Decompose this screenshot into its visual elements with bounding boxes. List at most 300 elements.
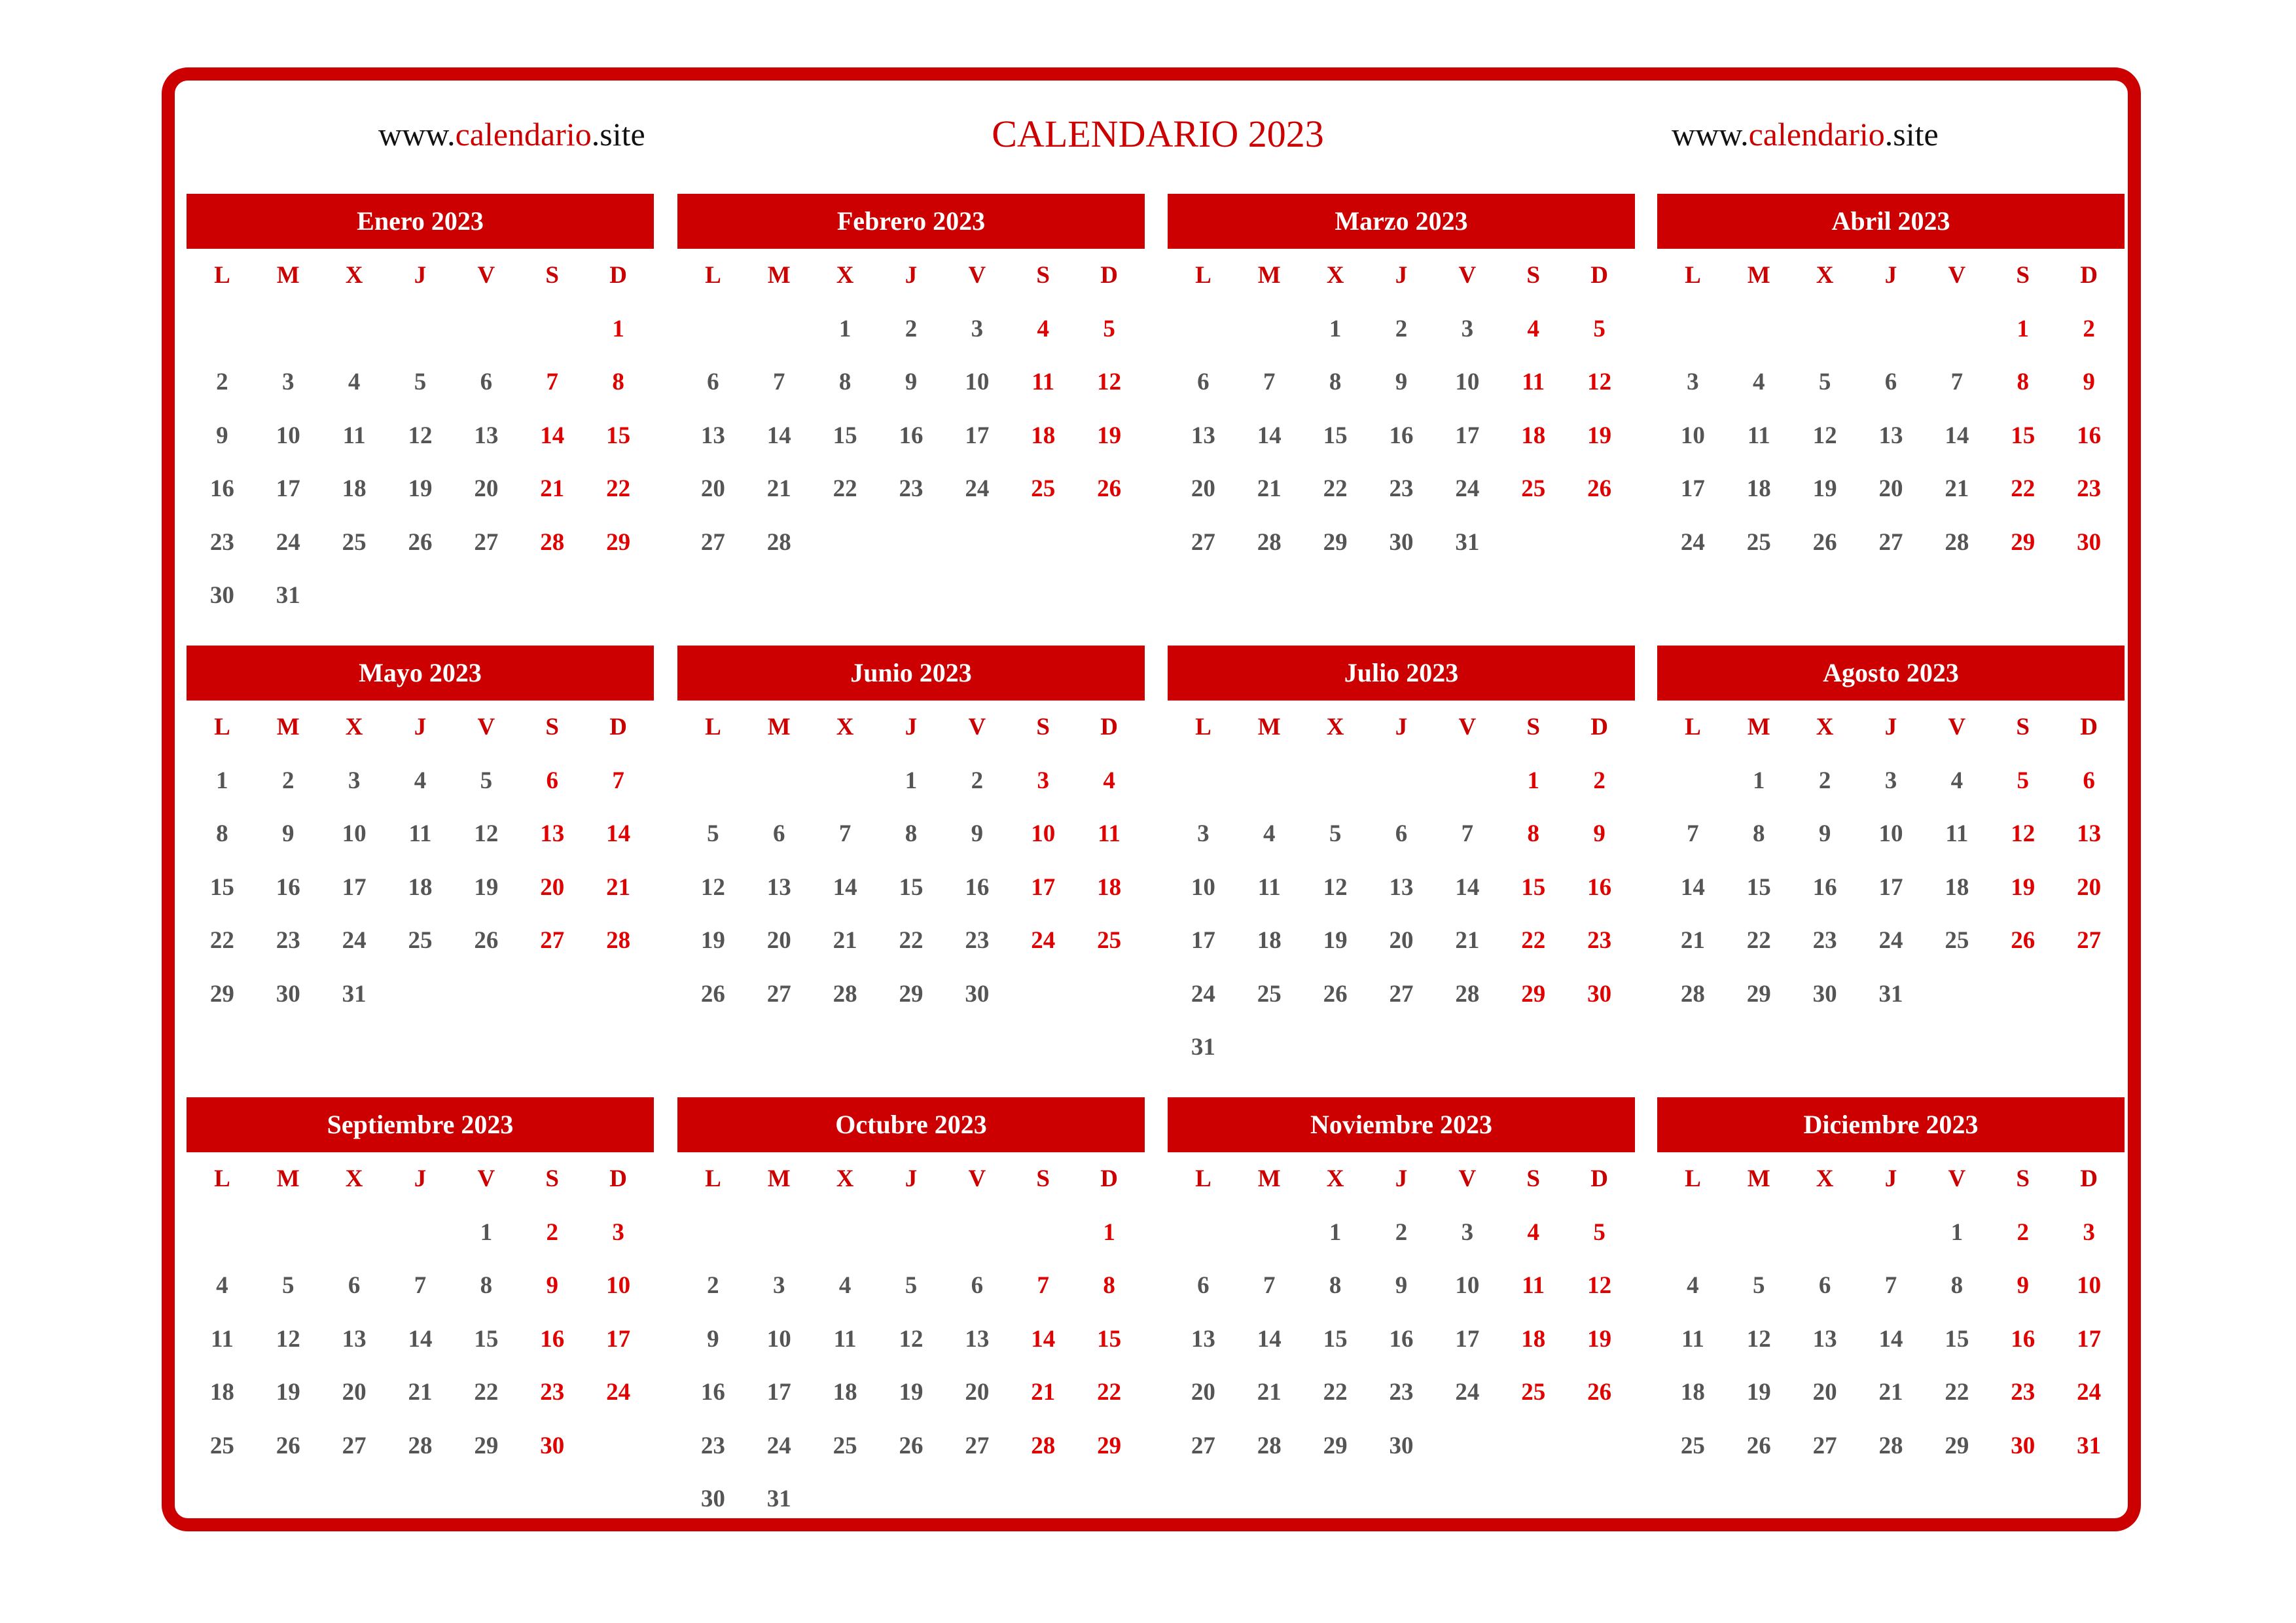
day: 5 bbox=[480, 767, 493, 794]
day: 28 bbox=[1257, 528, 1282, 556]
day: 22 bbox=[1746, 927, 1771, 954]
day: 16 bbox=[1812, 873, 1837, 901]
weekend-day: 22 bbox=[2011, 475, 2036, 502]
weekend-day: 19 bbox=[1587, 422, 1612, 449]
day: 18 bbox=[408, 873, 433, 901]
weekend-day: 8 bbox=[612, 369, 624, 395]
day-grid bbox=[1168, 1152, 1635, 1472]
weekend-day: 5 bbox=[1593, 1218, 1605, 1246]
day: 14 bbox=[766, 422, 791, 449]
weekend-day: 15 bbox=[606, 422, 631, 449]
weekend-day: 12 bbox=[1587, 1272, 1612, 1299]
day: 26 bbox=[474, 927, 499, 954]
day: 1 bbox=[1329, 1218, 1342, 1246]
day: 19 bbox=[700, 927, 725, 954]
weekday-label: J bbox=[1395, 262, 1408, 289]
month-title: Febrero 2023 bbox=[677, 194, 1145, 249]
day: 4 bbox=[1950, 767, 1964, 794]
weekend-day: 28 bbox=[540, 528, 565, 556]
weekend-day: 27 bbox=[540, 927, 565, 954]
weekday-label: L bbox=[1195, 262, 1211, 289]
empty-cell bbox=[1170, 1206, 1236, 1260]
day: 5 bbox=[707, 820, 719, 847]
empty-cell bbox=[746, 1206, 812, 1260]
weekday-label: D bbox=[1590, 262, 1608, 289]
day: 24 bbox=[1455, 475, 1480, 502]
day: 18 bbox=[209, 1379, 234, 1406]
day: 5 bbox=[282, 1272, 295, 1299]
day: 28 bbox=[1680, 980, 1705, 1008]
day: 31 bbox=[1191, 1034, 1215, 1061]
weekend-day: 24 bbox=[1031, 927, 1056, 954]
day: 3 bbox=[1461, 1218, 1474, 1246]
site-url-brand: calendario bbox=[455, 116, 592, 153]
day: 14 bbox=[1455, 873, 1480, 901]
weekend-day: 3 bbox=[2083, 1218, 2095, 1246]
weekend-day: 28 bbox=[606, 927, 631, 954]
empty-cell bbox=[1924, 302, 1990, 356]
weekend-day: 18 bbox=[1521, 1325, 1546, 1353]
weekend-day: 12 bbox=[2011, 820, 2036, 847]
weekend-day: 21 bbox=[1031, 1379, 1056, 1406]
weekday-label: L bbox=[1685, 1165, 1701, 1192]
weekday-label: L bbox=[705, 714, 721, 740]
weekend-day: 25 bbox=[1097, 927, 1122, 954]
weekday-label: S bbox=[1036, 714, 1050, 740]
day: 24 bbox=[965, 475, 990, 502]
empty-cell bbox=[255, 1206, 321, 1260]
day: 15 bbox=[833, 422, 857, 449]
site-url-right bbox=[1672, 111, 1939, 157]
day: 4 bbox=[1263, 820, 1276, 847]
day: 2 bbox=[1395, 315, 1408, 342]
weekend-day: 9 bbox=[2017, 1272, 2029, 1299]
day: 4 bbox=[1687, 1272, 1699, 1299]
weekday-label: S bbox=[1526, 1165, 1540, 1192]
day: 14 bbox=[1945, 422, 1969, 449]
day: 5 bbox=[1818, 369, 1831, 395]
day: 6 bbox=[1395, 820, 1408, 847]
day: 25 bbox=[833, 1432, 857, 1459]
day: 4 bbox=[414, 767, 427, 794]
day: 16 bbox=[209, 475, 234, 502]
empty-cell bbox=[1369, 754, 1435, 808]
day: 6 bbox=[707, 369, 719, 395]
day: 29 bbox=[1945, 1432, 1969, 1459]
day-grid bbox=[1168, 701, 1635, 1074]
weekend-day: 12 bbox=[1587, 369, 1612, 395]
day: 22 bbox=[474, 1379, 499, 1406]
day: 19 bbox=[1323, 927, 1348, 954]
day: 20 bbox=[766, 927, 791, 954]
day: 20 bbox=[1389, 927, 1414, 954]
weekday-label: J bbox=[905, 714, 918, 740]
weekend-day: 19 bbox=[2011, 873, 2036, 901]
day: 27 bbox=[1878, 528, 1903, 556]
weekday-label: V bbox=[477, 714, 495, 740]
day: 5 bbox=[414, 369, 427, 395]
weekend-day: 15 bbox=[1097, 1325, 1122, 1353]
weekday-label: L bbox=[705, 1165, 721, 1192]
day: 8 bbox=[1329, 369, 1342, 395]
day-grid bbox=[1168, 249, 1635, 569]
weekend-day: 1 bbox=[1103, 1218, 1115, 1246]
day: 31 bbox=[766, 1486, 791, 1512]
weekend-day: 1 bbox=[2017, 315, 2029, 342]
weekend-day: 20 bbox=[2077, 873, 2102, 901]
day: 13 bbox=[1191, 1325, 1215, 1353]
month-block bbox=[1168, 1097, 1635, 1472]
day: 17 bbox=[1680, 475, 1705, 502]
day: 30 bbox=[209, 582, 234, 609]
day: 11 bbox=[210, 1325, 234, 1353]
weekday-label: V bbox=[1458, 262, 1477, 289]
month-title: Julio 2023 bbox=[1168, 646, 1635, 701]
day: 15 bbox=[899, 873, 924, 901]
day: 8 bbox=[480, 1272, 493, 1299]
weekend-day: 20 bbox=[540, 873, 565, 901]
day: 21 bbox=[408, 1379, 433, 1406]
weekday-label: J bbox=[1395, 1165, 1408, 1192]
day-grid bbox=[1657, 701, 2125, 1021]
empty-cell bbox=[1792, 1206, 1858, 1260]
day: 10 bbox=[276, 422, 300, 449]
day: 20 bbox=[474, 475, 499, 502]
month-title: Diciembre 2023 bbox=[1657, 1097, 2125, 1152]
weekday-label: X bbox=[1816, 1165, 1834, 1192]
day: 7 bbox=[1950, 369, 1964, 395]
day: 14 bbox=[408, 1325, 433, 1353]
day: 21 bbox=[1257, 475, 1282, 502]
site-url-suffix: .site bbox=[591, 116, 645, 153]
day: 19 bbox=[1812, 475, 1837, 502]
day: 1 bbox=[1753, 767, 1765, 794]
day: 11 bbox=[1681, 1325, 1704, 1353]
day: 3 bbox=[348, 767, 361, 794]
day: 9 bbox=[282, 820, 295, 847]
weekday-label: X bbox=[345, 1165, 363, 1192]
weekend-day: 5 bbox=[1593, 315, 1605, 342]
weekday-label: S bbox=[545, 1165, 559, 1192]
weekend-day: 2 bbox=[1593, 767, 1605, 794]
day: 3 bbox=[773, 1272, 785, 1299]
day: 25 bbox=[1746, 528, 1771, 556]
weekday-label: D bbox=[2080, 1165, 2098, 1192]
weekday-label: M bbox=[1747, 714, 1770, 740]
weekend-day: 25 bbox=[1031, 475, 1056, 502]
day: 22 bbox=[1323, 1379, 1348, 1406]
day: 13 bbox=[474, 422, 499, 449]
weekend-day: 16 bbox=[540, 1325, 565, 1353]
weekday-label: S bbox=[545, 714, 559, 740]
day: 26 bbox=[1746, 1432, 1771, 1459]
weekday-label: L bbox=[1195, 714, 1211, 740]
day: 20 bbox=[1812, 1379, 1837, 1406]
day: 27 bbox=[342, 1432, 367, 1459]
day: 3 bbox=[282, 369, 295, 395]
day: 12 bbox=[276, 1325, 300, 1353]
day: 15 bbox=[1746, 873, 1771, 901]
day: 23 bbox=[1389, 475, 1414, 502]
day: 7 bbox=[414, 1272, 427, 1299]
empty-cell bbox=[812, 1206, 878, 1260]
empty-cell bbox=[1236, 1206, 1302, 1260]
day: 14 bbox=[833, 873, 857, 901]
weekend-day: 5 bbox=[2017, 767, 2029, 794]
weekend-day: 4 bbox=[1103, 767, 1115, 794]
day: 10 bbox=[965, 369, 990, 395]
weekend-day: 12 bbox=[1097, 369, 1122, 395]
weekday-label: V bbox=[1948, 714, 1966, 740]
day: 1 bbox=[480, 1218, 493, 1246]
weekend-day: 14 bbox=[1031, 1325, 1056, 1353]
day: 6 bbox=[971, 1272, 984, 1299]
weekend-day: 27 bbox=[2077, 927, 2102, 954]
weekend-day: 11 bbox=[1098, 820, 1121, 847]
weekend-day: 30 bbox=[2011, 1432, 2036, 1459]
day: 27 bbox=[965, 1432, 990, 1459]
day: 24 bbox=[276, 528, 300, 556]
weekend-day: 10 bbox=[2077, 1272, 2102, 1299]
empty-cell bbox=[680, 302, 746, 356]
empty-cell bbox=[1302, 754, 1369, 808]
day: 20 bbox=[1191, 475, 1215, 502]
day: 11 bbox=[1257, 873, 1281, 901]
day: 19 bbox=[1746, 1379, 1771, 1406]
day: 17 bbox=[1191, 927, 1215, 954]
empty-cell bbox=[1236, 754, 1302, 808]
weekday-label: V bbox=[1458, 1165, 1477, 1192]
empty-cell bbox=[1660, 302, 1726, 356]
day: 28 bbox=[766, 528, 791, 556]
month-block bbox=[677, 646, 1145, 1021]
weekday-label: J bbox=[414, 714, 427, 740]
day: 28 bbox=[1945, 528, 1969, 556]
weekday-label: L bbox=[214, 714, 230, 740]
weekend-day: 16 bbox=[1587, 873, 1612, 901]
day: 2 bbox=[282, 767, 295, 794]
day: 28 bbox=[408, 1432, 433, 1459]
day: 12 bbox=[1323, 873, 1348, 901]
day: 27 bbox=[766, 980, 791, 1008]
weekday-label: V bbox=[1948, 1165, 1966, 1192]
day: 2 bbox=[1395, 1218, 1408, 1246]
empty-cell bbox=[1434, 754, 1500, 808]
weekday-label: S bbox=[1036, 1165, 1050, 1192]
day-grid bbox=[677, 1152, 1145, 1526]
weekday-label: J bbox=[905, 262, 918, 289]
day: 21 bbox=[1455, 927, 1480, 954]
weekday-label: D bbox=[1590, 714, 1608, 740]
weekend-day: 7 bbox=[612, 767, 624, 794]
weekday-label: V bbox=[1948, 262, 1966, 289]
day: 30 bbox=[1812, 980, 1837, 1008]
weekend-day: 30 bbox=[2077, 528, 2102, 556]
weekday-label: D bbox=[1100, 262, 1118, 289]
day: 20 bbox=[342, 1379, 367, 1406]
site-url-left bbox=[378, 111, 645, 157]
month-block bbox=[187, 1097, 654, 1472]
weekday-label: J bbox=[1884, 714, 1897, 740]
month-title: Marzo 2023 bbox=[1168, 194, 1635, 249]
day: 19 bbox=[474, 873, 499, 901]
weekend-day: 17 bbox=[1031, 873, 1056, 901]
day: 23 bbox=[965, 927, 990, 954]
day: 4 bbox=[838, 1272, 852, 1299]
day: 13 bbox=[766, 873, 791, 901]
weekday-label: D bbox=[609, 1165, 627, 1192]
day: 13 bbox=[1812, 1325, 1837, 1353]
day-grid bbox=[677, 249, 1145, 569]
day: 28 bbox=[1455, 980, 1480, 1008]
day: 25 bbox=[1945, 927, 1969, 954]
day: 23 bbox=[700, 1432, 725, 1459]
day: 3 bbox=[1197, 820, 1210, 847]
day: 25 bbox=[1680, 1432, 1705, 1459]
day: 19 bbox=[408, 475, 433, 502]
day: 11 bbox=[408, 820, 432, 847]
weekday-label: S bbox=[1526, 262, 1540, 289]
day: 14 bbox=[1878, 1325, 1903, 1353]
day: 10 bbox=[1878, 820, 1903, 847]
empty-cell bbox=[944, 1206, 1010, 1260]
day: 16 bbox=[965, 873, 990, 901]
weekend-day: 4 bbox=[1527, 315, 1539, 342]
day: 24 bbox=[766, 1432, 791, 1459]
day: 11 bbox=[833, 1325, 857, 1353]
day: 10 bbox=[766, 1325, 791, 1353]
weekday-label: M bbox=[1747, 262, 1770, 289]
empty-cell bbox=[1170, 754, 1236, 808]
day: 27 bbox=[1191, 1432, 1215, 1459]
day: 7 bbox=[773, 369, 785, 395]
weekend-day: 15 bbox=[1521, 873, 1546, 901]
month-title: Junio 2023 bbox=[677, 646, 1145, 701]
day: 6 bbox=[1818, 1272, 1831, 1299]
day: 5 bbox=[1753, 1272, 1765, 1299]
weekend-day: 23 bbox=[2011, 1379, 2036, 1406]
weekend-day: 3 bbox=[1037, 767, 1049, 794]
day: 27 bbox=[1191, 528, 1215, 556]
weekend-day: 25 bbox=[1521, 475, 1546, 502]
weekend-day: 13 bbox=[540, 820, 565, 847]
day: 14 bbox=[1257, 1325, 1282, 1353]
day: 28 bbox=[1257, 1432, 1282, 1459]
month-block bbox=[1168, 194, 1635, 569]
day-grid bbox=[187, 701, 654, 1021]
day: 25 bbox=[1257, 980, 1282, 1008]
empty-cell bbox=[1792, 302, 1858, 356]
day: 31 bbox=[342, 980, 367, 1008]
day: 7 bbox=[1263, 369, 1276, 395]
weekend-day: 9 bbox=[2083, 369, 2095, 395]
day: 7 bbox=[1884, 1272, 1897, 1299]
weekend-day: 7 bbox=[546, 369, 558, 395]
day: 16 bbox=[1389, 422, 1414, 449]
day: 22 bbox=[899, 927, 924, 954]
weekday-label: V bbox=[968, 262, 986, 289]
weekday-label: M bbox=[767, 714, 791, 740]
empty-cell bbox=[519, 302, 585, 356]
empty-cell bbox=[680, 1206, 746, 1260]
day: 6 bbox=[773, 820, 785, 847]
weekday-label: S bbox=[545, 262, 559, 289]
weekday-label: X bbox=[1816, 262, 1834, 289]
day: 13 bbox=[700, 422, 725, 449]
day: 6 bbox=[348, 1272, 361, 1299]
weekend-day: 2 bbox=[2083, 315, 2095, 342]
day: 19 bbox=[899, 1379, 924, 1406]
day: 20 bbox=[1878, 475, 1903, 502]
day: 3 bbox=[971, 315, 984, 342]
month-title: Septiembre 2023 bbox=[187, 1097, 654, 1152]
day: 22 bbox=[833, 475, 857, 502]
weekday-label: S bbox=[2016, 1165, 2030, 1192]
weekday-label: S bbox=[1526, 714, 1540, 740]
weekday-label: D bbox=[609, 714, 627, 740]
day: 7 bbox=[1263, 1272, 1276, 1299]
weekday-label: X bbox=[836, 714, 854, 740]
weekend-day: 1 bbox=[612, 315, 624, 342]
day: 17 bbox=[766, 1379, 791, 1406]
day: 6 bbox=[1197, 1272, 1210, 1299]
day: 29 bbox=[1746, 980, 1771, 1008]
weekend-day: 19 bbox=[1097, 422, 1122, 449]
empty-cell bbox=[746, 302, 812, 356]
day: 12 bbox=[1746, 1325, 1771, 1353]
day: 31 bbox=[276, 582, 300, 609]
day: 20 bbox=[700, 475, 725, 502]
weekend-day: 10 bbox=[1031, 820, 1056, 847]
day: 1 bbox=[905, 767, 918, 794]
weekend-day: 23 bbox=[2077, 475, 2102, 502]
empty-cell bbox=[680, 754, 746, 808]
site-url-prefix: www. bbox=[1672, 116, 1749, 153]
day: 13 bbox=[1389, 873, 1414, 901]
day: 7 bbox=[838, 820, 852, 847]
weekend-day: 24 bbox=[606, 1379, 631, 1406]
day: 5 bbox=[905, 1272, 918, 1299]
day: 17 bbox=[276, 475, 300, 502]
weekend-day: 26 bbox=[1587, 1379, 1612, 1406]
weekday-label: X bbox=[1326, 714, 1344, 740]
weekend-day: 26 bbox=[1587, 475, 1612, 502]
weekday-label: J bbox=[414, 262, 427, 289]
day: 17 bbox=[1455, 1325, 1480, 1353]
weekend-day: 1 bbox=[1527, 767, 1539, 794]
day: 12 bbox=[1812, 422, 1837, 449]
empty-cell bbox=[387, 302, 454, 356]
day: 28 bbox=[1878, 1432, 1903, 1459]
day: 11 bbox=[1747, 422, 1770, 449]
day: 18 bbox=[1945, 873, 1969, 901]
day: 23 bbox=[209, 528, 234, 556]
weekday-label: M bbox=[276, 1165, 300, 1192]
weekend-day: 29 bbox=[1097, 1432, 1122, 1459]
day: 29 bbox=[209, 980, 234, 1008]
weekend-day: 13 bbox=[2077, 820, 2102, 847]
month-block bbox=[187, 194, 654, 623]
weekend-day: 4 bbox=[1527, 1218, 1539, 1246]
day: 16 bbox=[1389, 1325, 1414, 1353]
weekend-day: 18 bbox=[1521, 422, 1546, 449]
site-url-prefix: www. bbox=[378, 116, 456, 153]
day: 13 bbox=[1191, 422, 1215, 449]
day: 19 bbox=[276, 1379, 300, 1406]
empty-cell bbox=[1660, 754, 1726, 808]
day: 14 bbox=[1680, 873, 1705, 901]
day: 20 bbox=[1191, 1379, 1215, 1406]
